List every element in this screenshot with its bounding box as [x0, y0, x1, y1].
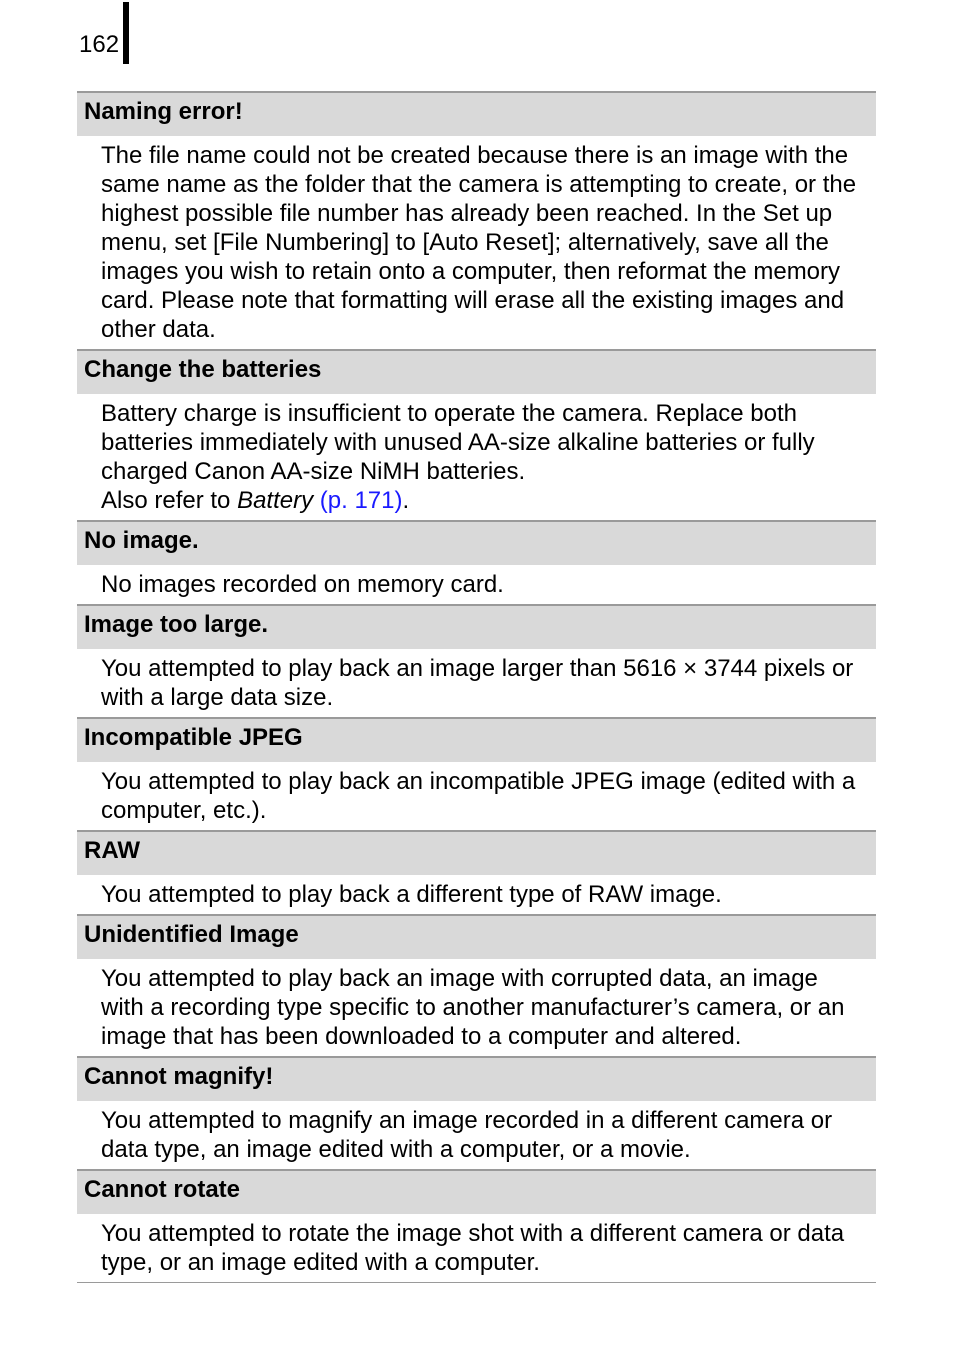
reference-term: Battery — [237, 487, 314, 514]
entry-text: You attempted to play back an image larger than 5616 × 3744 pixels or with a large data size. — [101, 655, 854, 711]
entry-image-too-large — [77, 604, 876, 717]
entry-text: Battery charge is insufficient to operate the camera. Replace both batteries immediately with unused AA-size alkaline batteries or fully charged Canon AA-size NiMH batteries. — [101, 400, 815, 485]
entry-title: Naming error! — [77, 91, 876, 136]
entry-description — [77, 875, 876, 914]
reference-prefix: Also refer to — [101, 487, 238, 514]
entry-cannot-rotate — [77, 1169, 876, 1282]
entry-description — [77, 565, 876, 604]
entry-cannot-magnify — [77, 1056, 876, 1169]
entry-naming-error — [77, 91, 876, 349]
entry-text: You attempted to magnify an image recorded in a different camera or data type, an image edited with a computer, or a movie. — [101, 1107, 833, 1163]
entry-text: No images recorded on memory card. — [101, 571, 504, 598]
entry-description — [77, 1214, 876, 1282]
entry-text: You attempted to rotate the image shot with a different camera or data type, or an image edited with a computer. — [101, 1220, 845, 1276]
entry-change-batteries — [77, 349, 876, 520]
entry-title: Cannot magnify! — [77, 1056, 876, 1101]
entry-text: The file name could not be created because there is an image with the same name as the folder that the camera is attempting to create, or the highest possible file number has already been reached. In the Set up menu, set [File Numbering] to [Auto Reset]; alternatively, save all the images you wish to retain onto a computer, then reformat the memory card. Please note that formatting will erase all the existing images and other data. — [101, 142, 857, 343]
entry-description — [77, 649, 876, 717]
entry-title: Cannot rotate — [77, 1169, 876, 1214]
entry-reference — [101, 486, 866, 515]
entry-text: You attempted to play back an incompatible JPEG image (edited with a computer, etc.). — [101, 768, 856, 824]
entry-description — [77, 959, 876, 1056]
entry-description — [77, 136, 876, 349]
entry-title: No image. — [77, 520, 876, 565]
page-number: 162 — [79, 31, 120, 58]
page-reference-link[interactable]: (p. 171) — [319, 487, 403, 514]
entry-title: Image too large. — [77, 604, 876, 649]
entry-unidentified-image — [77, 914, 876, 1056]
entry-title: Unidentified Image — [77, 914, 876, 959]
entry-title: Change the batteries — [77, 349, 876, 394]
entry-title: Incompatible JPEG — [77, 717, 876, 762]
reference-suffix: . — [402, 487, 410, 514]
entry-title: RAW — [77, 830, 876, 875]
entry-description — [77, 1101, 876, 1169]
entry-description — [77, 762, 876, 830]
entry-text: You attempted to play back a different type of RAW image. — [101, 881, 722, 908]
page-marker-bar — [123, 2, 129, 64]
entry-no-image — [77, 520, 876, 604]
error-message-table — [77, 91, 876, 1283]
entry-description — [77, 394, 876, 520]
entry-incompatible-jpeg — [77, 717, 876, 830]
entry-text: You attempted to play back an image with corrupted data, an image with a recording type specific to another manufacturer’s camera, or an image that has been downloaded to a computer and altered. — [101, 965, 845, 1050]
entry-raw — [77, 830, 876, 914]
